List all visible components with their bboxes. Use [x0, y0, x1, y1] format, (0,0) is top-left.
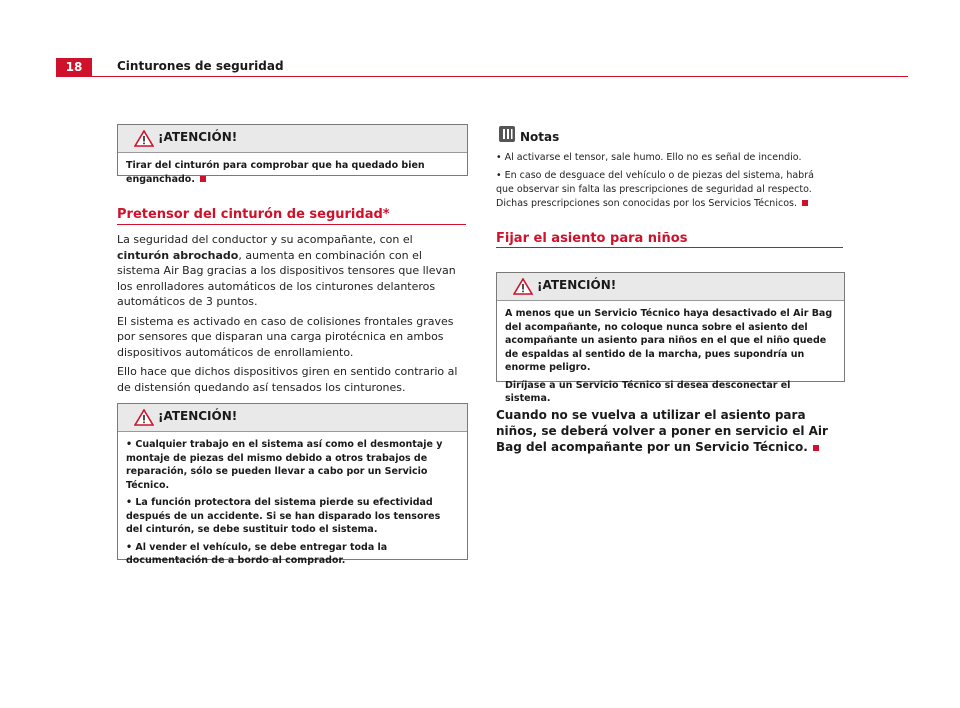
warning-body: [497, 301, 844, 418]
end-mark-icon: [200, 176, 206, 182]
end-mark-icon: [813, 445, 819, 451]
warning-item: Diríjase a un Servicio Técnico si desea desconectar el sistema.: [505, 379, 791, 404]
note-item: [496, 169, 831, 211]
pretensor-body: [117, 232, 464, 399]
paragraph: Ello hace que dichos dispositivos giren en sentido contrario al de distensión quedando así tensados los cinturones.: [117, 365, 458, 394]
warning-header: [118, 404, 467, 432]
warning-triangle-icon: [134, 130, 154, 147]
notes-body: [496, 151, 831, 215]
notes-icon: [498, 125, 516, 143]
warning-box-system: [117, 403, 468, 566]
paragraph: El sistema es activado en caso de colisiones frontales graves por sensores que disparan una carga pirotécnica en ambos dispositivos automáticos de enrollamiento.: [117, 314, 454, 359]
warning-item: • Cualquier trabajo en el sistema así como el desmontaje y montaje de piezas del mismo debido a otros trabajos de reparación, sólo se pueden llevar a cabo por un Servicio Técnico.: [126, 439, 443, 491]
notes-title: Notas: [520, 130, 560, 144]
warning-body: [118, 153, 467, 198]
section-divider: [496, 247, 843, 248]
warning-header: [497, 273, 844, 301]
bold-term: cinturón abrochado: [117, 248, 239, 262]
section-title-pretensor: Pretensor del cinturón de seguridad*: [117, 207, 390, 222]
warning-triangle-icon: [513, 278, 533, 295]
warning-item: • La función protectora del sistema pierde su efectividad después de un accidente. Si se han disparado los tensores del cinturón, se debe sustituir todo el sistema.: [126, 497, 441, 535]
closing-text: Cuando no se vuelva a utilizar el asiento para niños, se deberá volver a poner en servicio el Air Bag del acompañante por un Servicio Técnico.: [496, 408, 828, 454]
warning-body: [118, 432, 467, 580]
warning-title: ¡ATENCIÓN!: [158, 130, 238, 144]
paragraph: [117, 232, 464, 310]
warning-triangle-icon: [134, 409, 154, 426]
warning-box-belt-check: [117, 124, 468, 185]
closing-paragraph: [496, 407, 836, 455]
note-text: • En caso de desguace del vehículo o de piezas del sistema, habrá que observar sin falta las prescripciones de seguridad al respecto. Dichas prescripciones son conocidas por los Servicios Técnicos.: [496, 170, 814, 209]
warning-text: Tirar del cinturón para comprobar que ha quedado bien enganchado.: [126, 160, 425, 185]
header-divider: [56, 76, 908, 77]
note-item: • Al activarse el tensor, sale humo. Ello no es señal de incendio.: [496, 152, 802, 163]
warning-header: [118, 125, 467, 153]
text-run: , aumenta en combinación con el sistema Air Bag gracias a los dispositivos tensores que llevan los enrolladores automáticos de los cinturones delanteros automáticos de 3 puntos.: [117, 248, 456, 308]
warning-item: • Al vender el vehículo, se debe entregar toda la documentación de a bordo al comprador.: [126, 541, 388, 566]
text-run: La seguridad del conductor y su acompañante, con el: [117, 233, 413, 246]
section-title-child-seat: Fijar el asiento para niños: [496, 231, 688, 246]
section-divider: [117, 224, 466, 225]
warning-box-airbag: [496, 272, 845, 404]
end-mark-icon: [802, 200, 808, 206]
warning-title: ¡ATENCIÓN!: [158, 409, 238, 423]
chapter-title: Cinturones de seguridad: [117, 59, 284, 73]
warning-title: ¡ATENCIÓN!: [537, 278, 617, 292]
page-number: 18: [56, 58, 92, 76]
warning-item: A menos que un Servicio Técnico haya desactivado el Air Bag del acompañante, no coloque nunca sobre el asiento del acompañante un asiento para niños en el que el niño quede de espaldas al sentido de la marcha, pues supondría un enorme peligro.: [505, 308, 833, 373]
